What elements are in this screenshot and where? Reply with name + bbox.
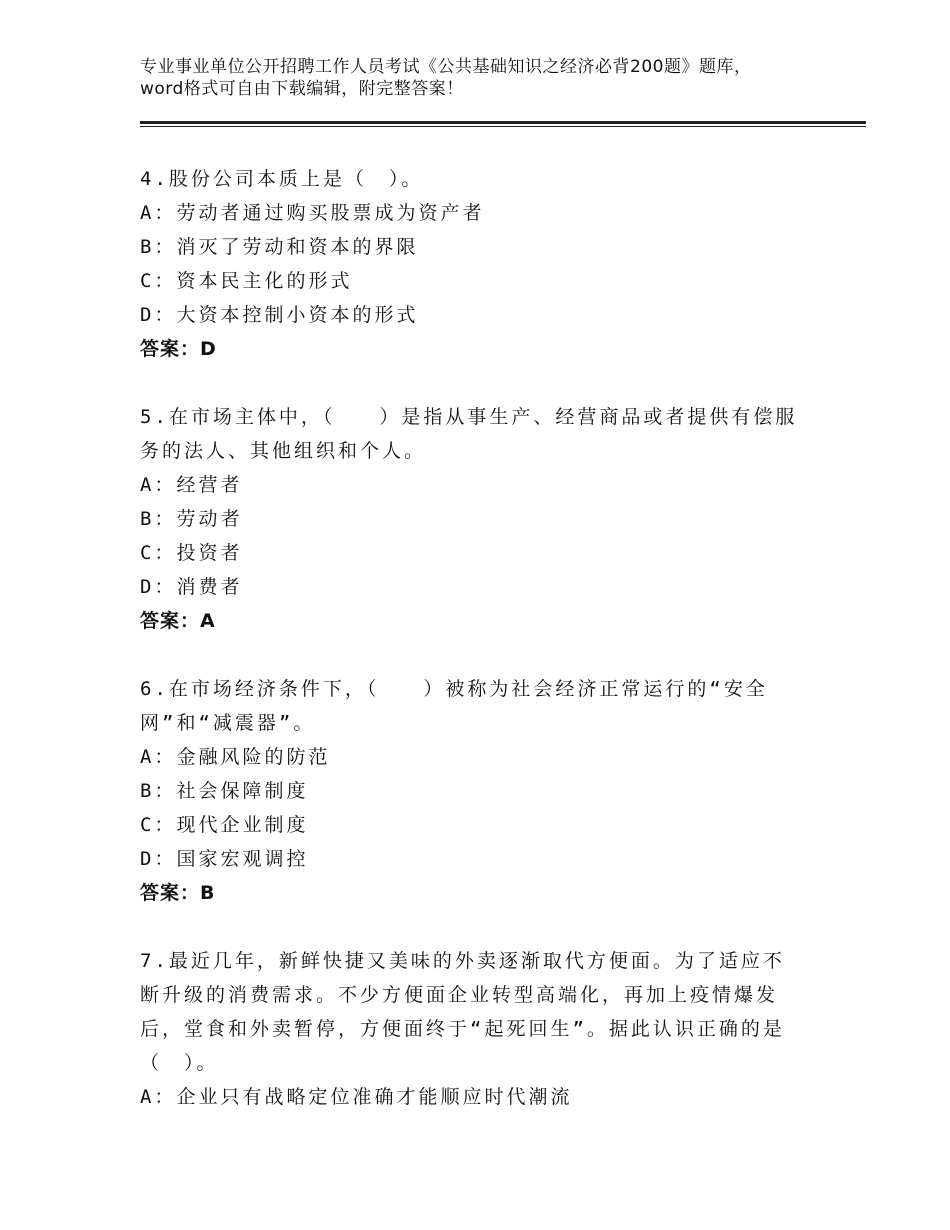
option-d: D：消费者 [140,576,243,598]
option-b: B：社会保障制度 [140,780,309,802]
question-6 [140,672,800,910]
option-c: C：现代企业制度 [140,814,309,836]
document-header: 专业事业单位公开招聘工作人员考试《公共基础知识之经济必背200题》题库，word格式可自由下载编辑，附完整答案！ [140,57,752,99]
question-5 [140,400,800,638]
option-a: A：劳动者通过购买股票成为资产者 [140,202,485,224]
option-b: B：劳动者 [140,508,243,530]
question-7 [140,944,800,1114]
option-b: B：消灭了劳动和资本的界限 [140,236,419,258]
question-4 [140,162,800,366]
question-stem: 7.最近几年，新鲜快捷又美味的外卖逐渐取代方便面。为了适应不断升级的消费需求。不少方便面企业转型高端化，再加上疫情爆发后，堂食和外卖暂停，方便面终于“起死回生”。据此认识正确的是（ ）。 [140,950,785,1074]
option-a: A：金融风险的防范 [140,746,331,768]
option-d: D：大资本控制小资本的形式 [140,304,419,326]
question-stem: 4.股份公司本质上是（ ）。 [140,168,424,190]
answer-line: 答案：D [140,338,217,360]
question-list [140,162,800,1148]
answer-line: 答案：B [140,882,216,904]
option-a: A：经营者 [140,474,243,496]
option-c: C：资本民主化的形式 [140,270,353,292]
header-rule-thick [140,121,866,124]
option-c: C：投资者 [140,542,243,564]
header-rule-thin [140,126,866,127]
option-a: A：企业只有战略定位准确才能顺应时代潮流 [140,1086,573,1108]
question-stem: 6.在市场经济条件下，（ ）被称为社会经济正常运行的“安全网”和“减震器”。 [140,678,768,734]
question-stem: 5.在市场主体中，（ ）是指从事生产、经营商品或者提供有偿服务的法人、其他组织和个人。 [140,406,798,462]
option-d: D：国家宏观调控 [140,848,309,870]
answer-line: 答案：A [140,610,216,632]
